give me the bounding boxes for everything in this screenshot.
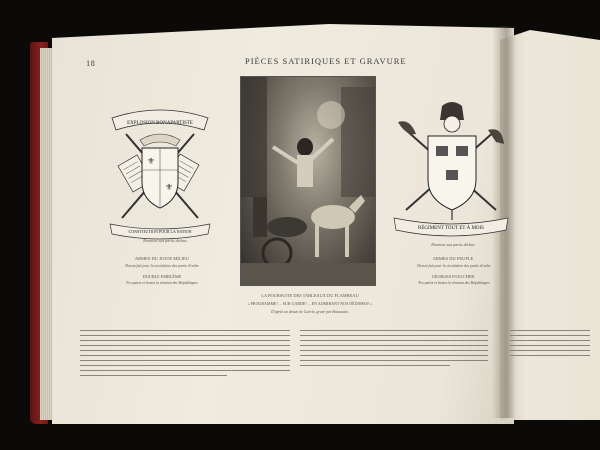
left-scroll-text: CONSTITUTION POUR LA NATION [128,229,192,234]
text-line [300,350,488,351]
text-line [80,370,290,371]
svg-text:⚜: ⚜ [164,183,174,193]
right-emblem-motto: Honneur aux partis déchus [431,242,475,247]
left-emblem-credit-line: Pro patria et hostes la réunion des Républiques [126,281,198,285]
left-emblem-credit: DOUBLE EMBLÈME [142,274,182,279]
right-emblem-subtitle: Dessin fait pour la circulation des partis d'ordre [417,264,491,268]
right-emblem-title: ARMES DU PEUPLE [432,256,474,261]
svg-text:⚜: ⚜ [146,157,156,167]
left-emblem-motto: Honneur aux partis déchus [143,238,187,243]
running-head: PIÈCES SATIRIQUES ET GRAVURE [245,56,407,66]
text-line [300,335,488,336]
text-line [300,345,488,346]
engraving-caption-quote: « PROGRAMME! ... SUR GARDE! ... EN ADMIRANT NOS DÉDISSES! » [247,301,373,306]
facing-page-text [510,330,590,360]
left-banner-text: EXPLOSION BONAPARTISTE [127,121,193,126]
text-line [300,340,488,341]
left-emblem-subtitle: Dessin fait pour la circulation des partis d'ordre [125,264,199,268]
engraving-caption-credit: D'après un dessin de Guérin, gravé par Beaussain. [271,310,349,314]
text-line [80,375,227,376]
page-number: 18 [86,60,95,68]
left-emblem-title: ARMES DU JUSTE MILIEU [134,256,190,261]
text-line [510,330,590,331]
text-line [80,350,290,351]
text-line [80,330,290,331]
text-line [510,335,590,336]
text-line [80,340,290,341]
text-line [80,365,290,366]
right-emblem-credit-line: Pro patria et hostes la réunion des Républiques [418,281,490,285]
text-line [300,330,488,331]
text-line [510,355,590,356]
right-emblem-credit: GEORGES FOULCHER [431,274,475,279]
left-coat-of-arms [104,100,216,250]
text-line [80,335,290,336]
text-line [300,355,488,356]
center-engraving [240,76,376,286]
text-line [80,360,290,361]
text-line [510,345,590,346]
body-text-left-column [80,330,290,380]
text-line [300,365,450,366]
right-ribbon-text: RÉGIMENT TOUT ET À MOIS [418,226,484,231]
text-line [80,355,290,356]
text-line [80,345,290,346]
engraving-caption-title: LA POURSUITE DES TABLEAUX DU FLAMBEAU [261,293,359,298]
text-line [510,350,590,351]
text-line [300,360,488,361]
text-line [510,340,590,341]
right-coat-of-arms [392,100,510,248]
body-text-right-column [300,330,488,370]
